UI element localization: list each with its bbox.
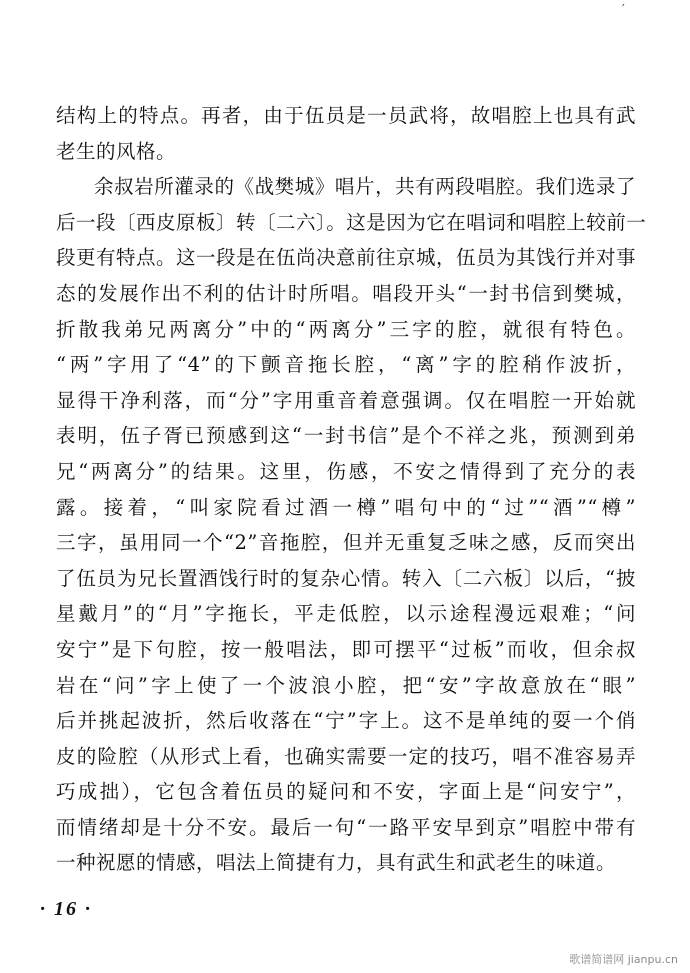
body-text (56, 98, 647, 881)
text-line: 余叔岩所灌录的《战樊城》唱片，共有两段唱腔。我们选录了 (94, 175, 636, 199)
text-line: 星戴月”的“月”字拖长，平走低腔，以示途程漫远艰难；“问 (56, 602, 636, 626)
text-line: 结构上的特点。再者，由于伍员是一员武将，故唱腔上也具有武 (56, 104, 636, 127)
text-line: 岩在“问”字上使了一个波浪小腔，把“安”字故意放在“眼” (56, 673, 636, 697)
corner-mark: ′ (622, 2, 625, 16)
text-line: 兄“两离分”的结果。这里，伤感，不安之情得到了充分的表 (56, 459, 636, 483)
text-line: 后并挑起波折，然后收落在“宁”字上。这不是单纯的耍一个俏 (56, 709, 636, 733)
text-line: 巧成拙），它包含着伍员的疑问和不安，字面上是“问安宁”， (56, 780, 636, 804)
text-line: 露。接着，“叫家院看过酒一樽”唱句中的“过”“酒”“樽” (56, 495, 636, 519)
text-line: 皮的险腔（从形式上看，也确实需要一定的技巧，唱不准容易弄 (56, 744, 636, 768)
text-line: 而情绪却是十分不安。最后一句“一路平安早到京”唱腔中带有 (56, 815, 636, 839)
text-line: “两”字用了“4”的下颤音拖长腔，“离”字的腔稍作波折， (56, 353, 636, 377)
text-line: 三字，虽用同一个“2”音拖腔，但并无重复乏味之感，反而突出 (56, 531, 636, 555)
text-line: 折散我弟兄两离分”中的“两离分”三字的腔，就很有特色。 (56, 317, 636, 341)
page-number: · 16 · (40, 898, 92, 920)
text-line: 老生的风格。 (56, 139, 177, 163)
text-line: 显得干净利落，而“分”字用重音着意强调。仅在唱腔一开始就 (56, 388, 636, 412)
text-line: 表明，伍子胥已预感到这“一封书信”是个不祥之兆，预测到弟 (56, 424, 636, 448)
text-line: 后一段〔西皮原板〕转〔二六〕。这是因为它在唱词和唱腔上较前一 (56, 210, 647, 234)
text-line: 态的发展作出不利的估计时所唱。唱段开头“一封书信到樊城， (56, 281, 636, 305)
site-watermark: 歌谱简谱网 jianpu.cn (569, 953, 678, 966)
text-line: 了伍员为兄长置酒饯行时的复杂心情。转入〔二六板〕以后，“披 (56, 566, 636, 590)
text-line: 安宁”是下句腔，按一般唱法，即可摆平“过板”而收，但余叔 (56, 637, 636, 661)
text-line: 段更有特点。这一段是在伍尚决意前往京城，伍员为其饯行并对事 (56, 246, 637, 270)
text-line: 一种祝愿的情感，唱法上简捷有力，具有武生和武老生的味道。 (56, 851, 617, 875)
